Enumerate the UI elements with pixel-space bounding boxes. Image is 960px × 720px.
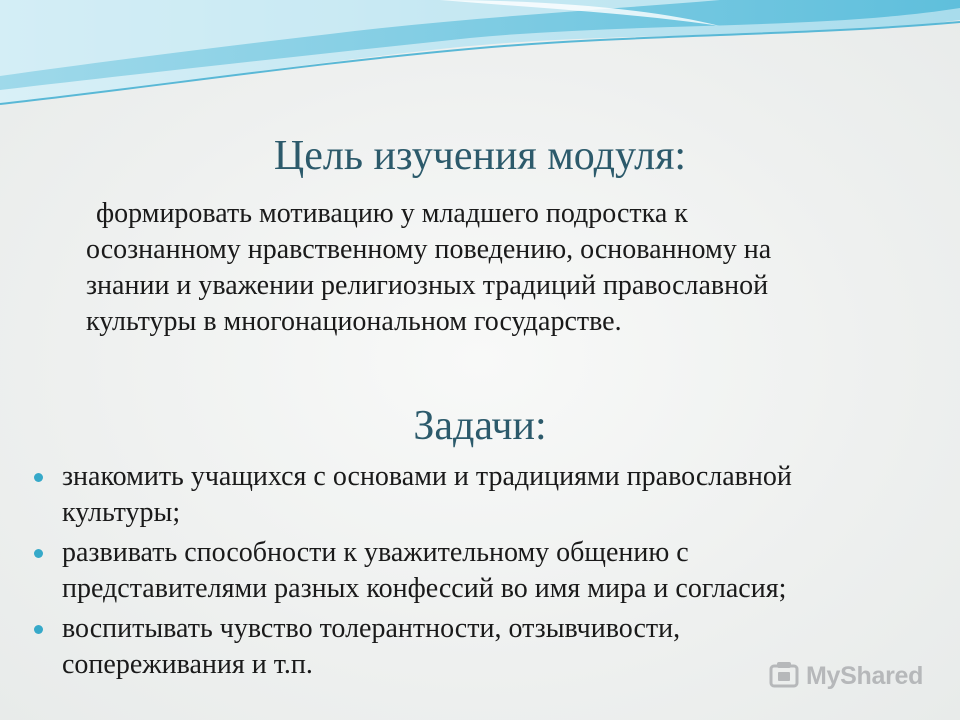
slide-title: Цель изучения модуля: bbox=[273, 133, 687, 179]
task-item bbox=[34, 459, 934, 531]
task-line: представителями разных конфессий во имя мира и согласия; bbox=[62, 573, 787, 604]
goal-line: осознанному нравственному поведению, основанному на bbox=[86, 234, 772, 265]
task-line: сопереживания и т.п. bbox=[62, 649, 313, 680]
task-line: развивать способности к уважительному общению с bbox=[62, 537, 689, 568]
goal-line: знании и уважении религиозных традиций православной bbox=[86, 270, 769, 301]
tasks-list bbox=[34, 459, 934, 687]
goal-text bbox=[86, 196, 906, 340]
bullet-icon bbox=[34, 625, 43, 634]
tasks-heading: Задачи: bbox=[413, 403, 547, 449]
task-line: культуры; bbox=[62, 497, 181, 528]
myshared-logo-icon bbox=[768, 661, 800, 691]
task-line: знакомить учащихся с основами и традициями православной bbox=[62, 461, 792, 492]
watermark bbox=[768, 656, 923, 696]
watermark-text: MyShared bbox=[806, 661, 924, 690]
decorative-wave-header bbox=[0, 0, 960, 120]
bullet-icon bbox=[34, 473, 43, 482]
bullet-icon bbox=[34, 549, 43, 558]
goal-line: формировать мотивацию у младшего подростка к bbox=[96, 198, 688, 229]
goal-line: культуры в многонациональном государстве. bbox=[86, 306, 622, 337]
task-item bbox=[34, 535, 934, 607]
task-line: воспитывать чувство толерантности, отзывчивости, bbox=[62, 613, 681, 644]
